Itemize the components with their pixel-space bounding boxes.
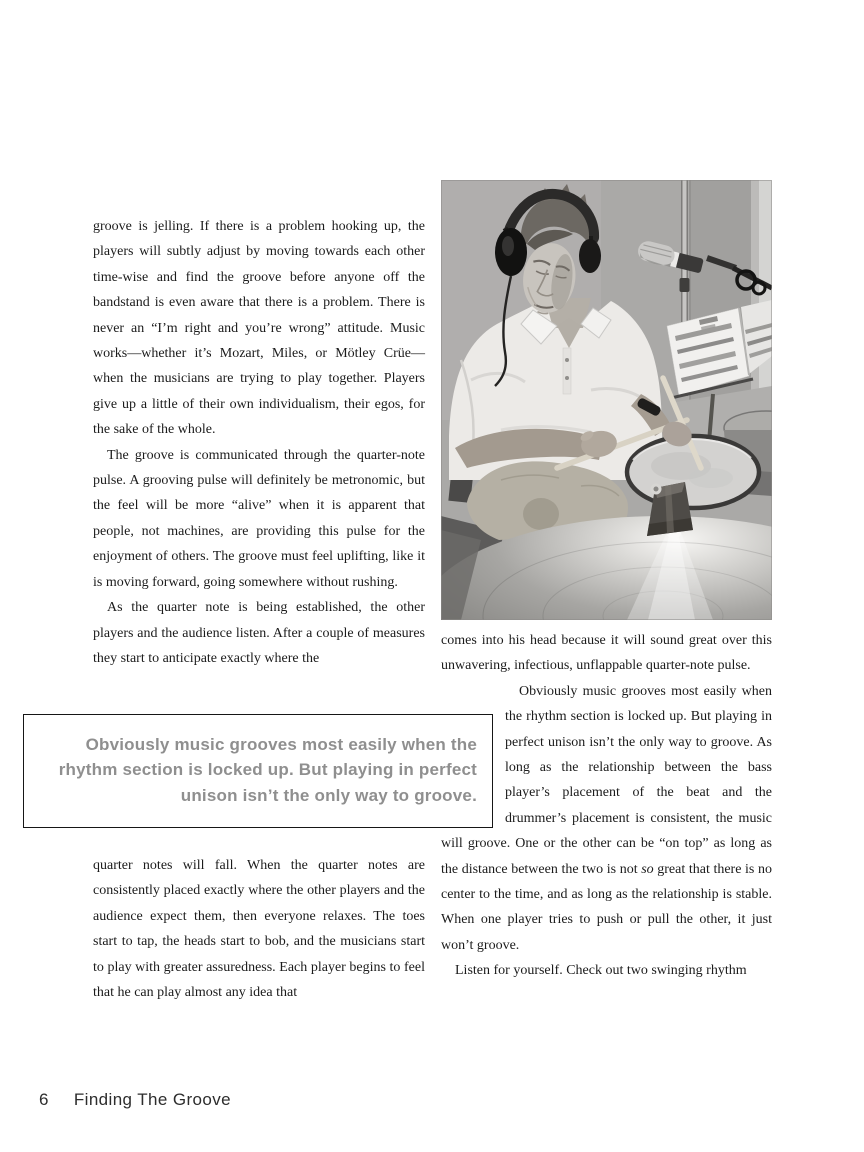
pull-quote-text: Obviously music grooves most easily when the rhythm section is locked up. But playing in perfect unison isn’t the only way to groove. — [58, 735, 477, 805]
body-text: great that there is no center to the time, and as long as the relationship is stable. When one player tries to push or pull the other, it just won’t groove. — [441, 861, 772, 953]
body-paragraph: groove is jelling. If there is a problem hooking up, the players will subtly adjust by moving towards each other time-wise and find the groove before anyone off the bandstand is even aware that there is a problem. There is never an “I’m right and you’re wrong” attitude. Music works—whether it’s Mozart, Miles, or Mötley Crüe—when the musicians are trying to play together. Players give up a little of their own individualism, their egos, for the sake of the whole. — [93, 219, 425, 438]
body-paragraph: comes into his head because it will sound great over this unwavering, infectious, unflappable quarter-note pulse. — [441, 633, 772, 674]
page-footer — [39, 1090, 231, 1110]
pull-quote-box — [23, 714, 493, 828]
page-number: 6 — [39, 1090, 49, 1109]
drummer-photo-svg — [441, 180, 772, 620]
cowbell-mute — [647, 482, 693, 536]
body-paragraph: The groove is communicated through the quarter-note pulse. A grooving pulse will definitely be metronomic, but the feel will be more “alive” when it is apparent that people, not machines, are providing this pulse for the enjoyment of others. The groove must feel uplifting, like it is moving forward, going somewhere without rushing. — [93, 447, 425, 590]
book-title: Finding The Groove — [73, 1090, 231, 1109]
body-paragraph: Listen for yourself. Check out two swinging rhythm — [455, 963, 747, 979]
italic-text: so — [641, 861, 654, 877]
body-paragraph: As the quarter note is being established, the other players and the audience listen. After a couple of measures they start to anticipate exactly where the — [93, 600, 425, 666]
left-column-top — [93, 214, 425, 671]
left-column-bottom — [93, 853, 425, 1005]
body-paragraph: quarter notes will fall. When the quarter notes are consistently placed exactly where the other players and the audience expect them, then everyone relaxes. The toes start to tap, the heads start to bob, and the musicians start to play with greater assuredness. Each player begins to feel that he can play almost any idea that — [93, 858, 425, 1001]
body-text: Obviously music grooves most easily when the rhythm section is locked up. But playing in perfect unison isn’t the only way to groove. As long as the relationship between the bass player’s placement of the beat and the drummer’s placement is consistent, the music will groove. One or the other can be “on top” as long as the distance between the two is not — [441, 683, 772, 877]
drummer-photo — [441, 180, 772, 620]
